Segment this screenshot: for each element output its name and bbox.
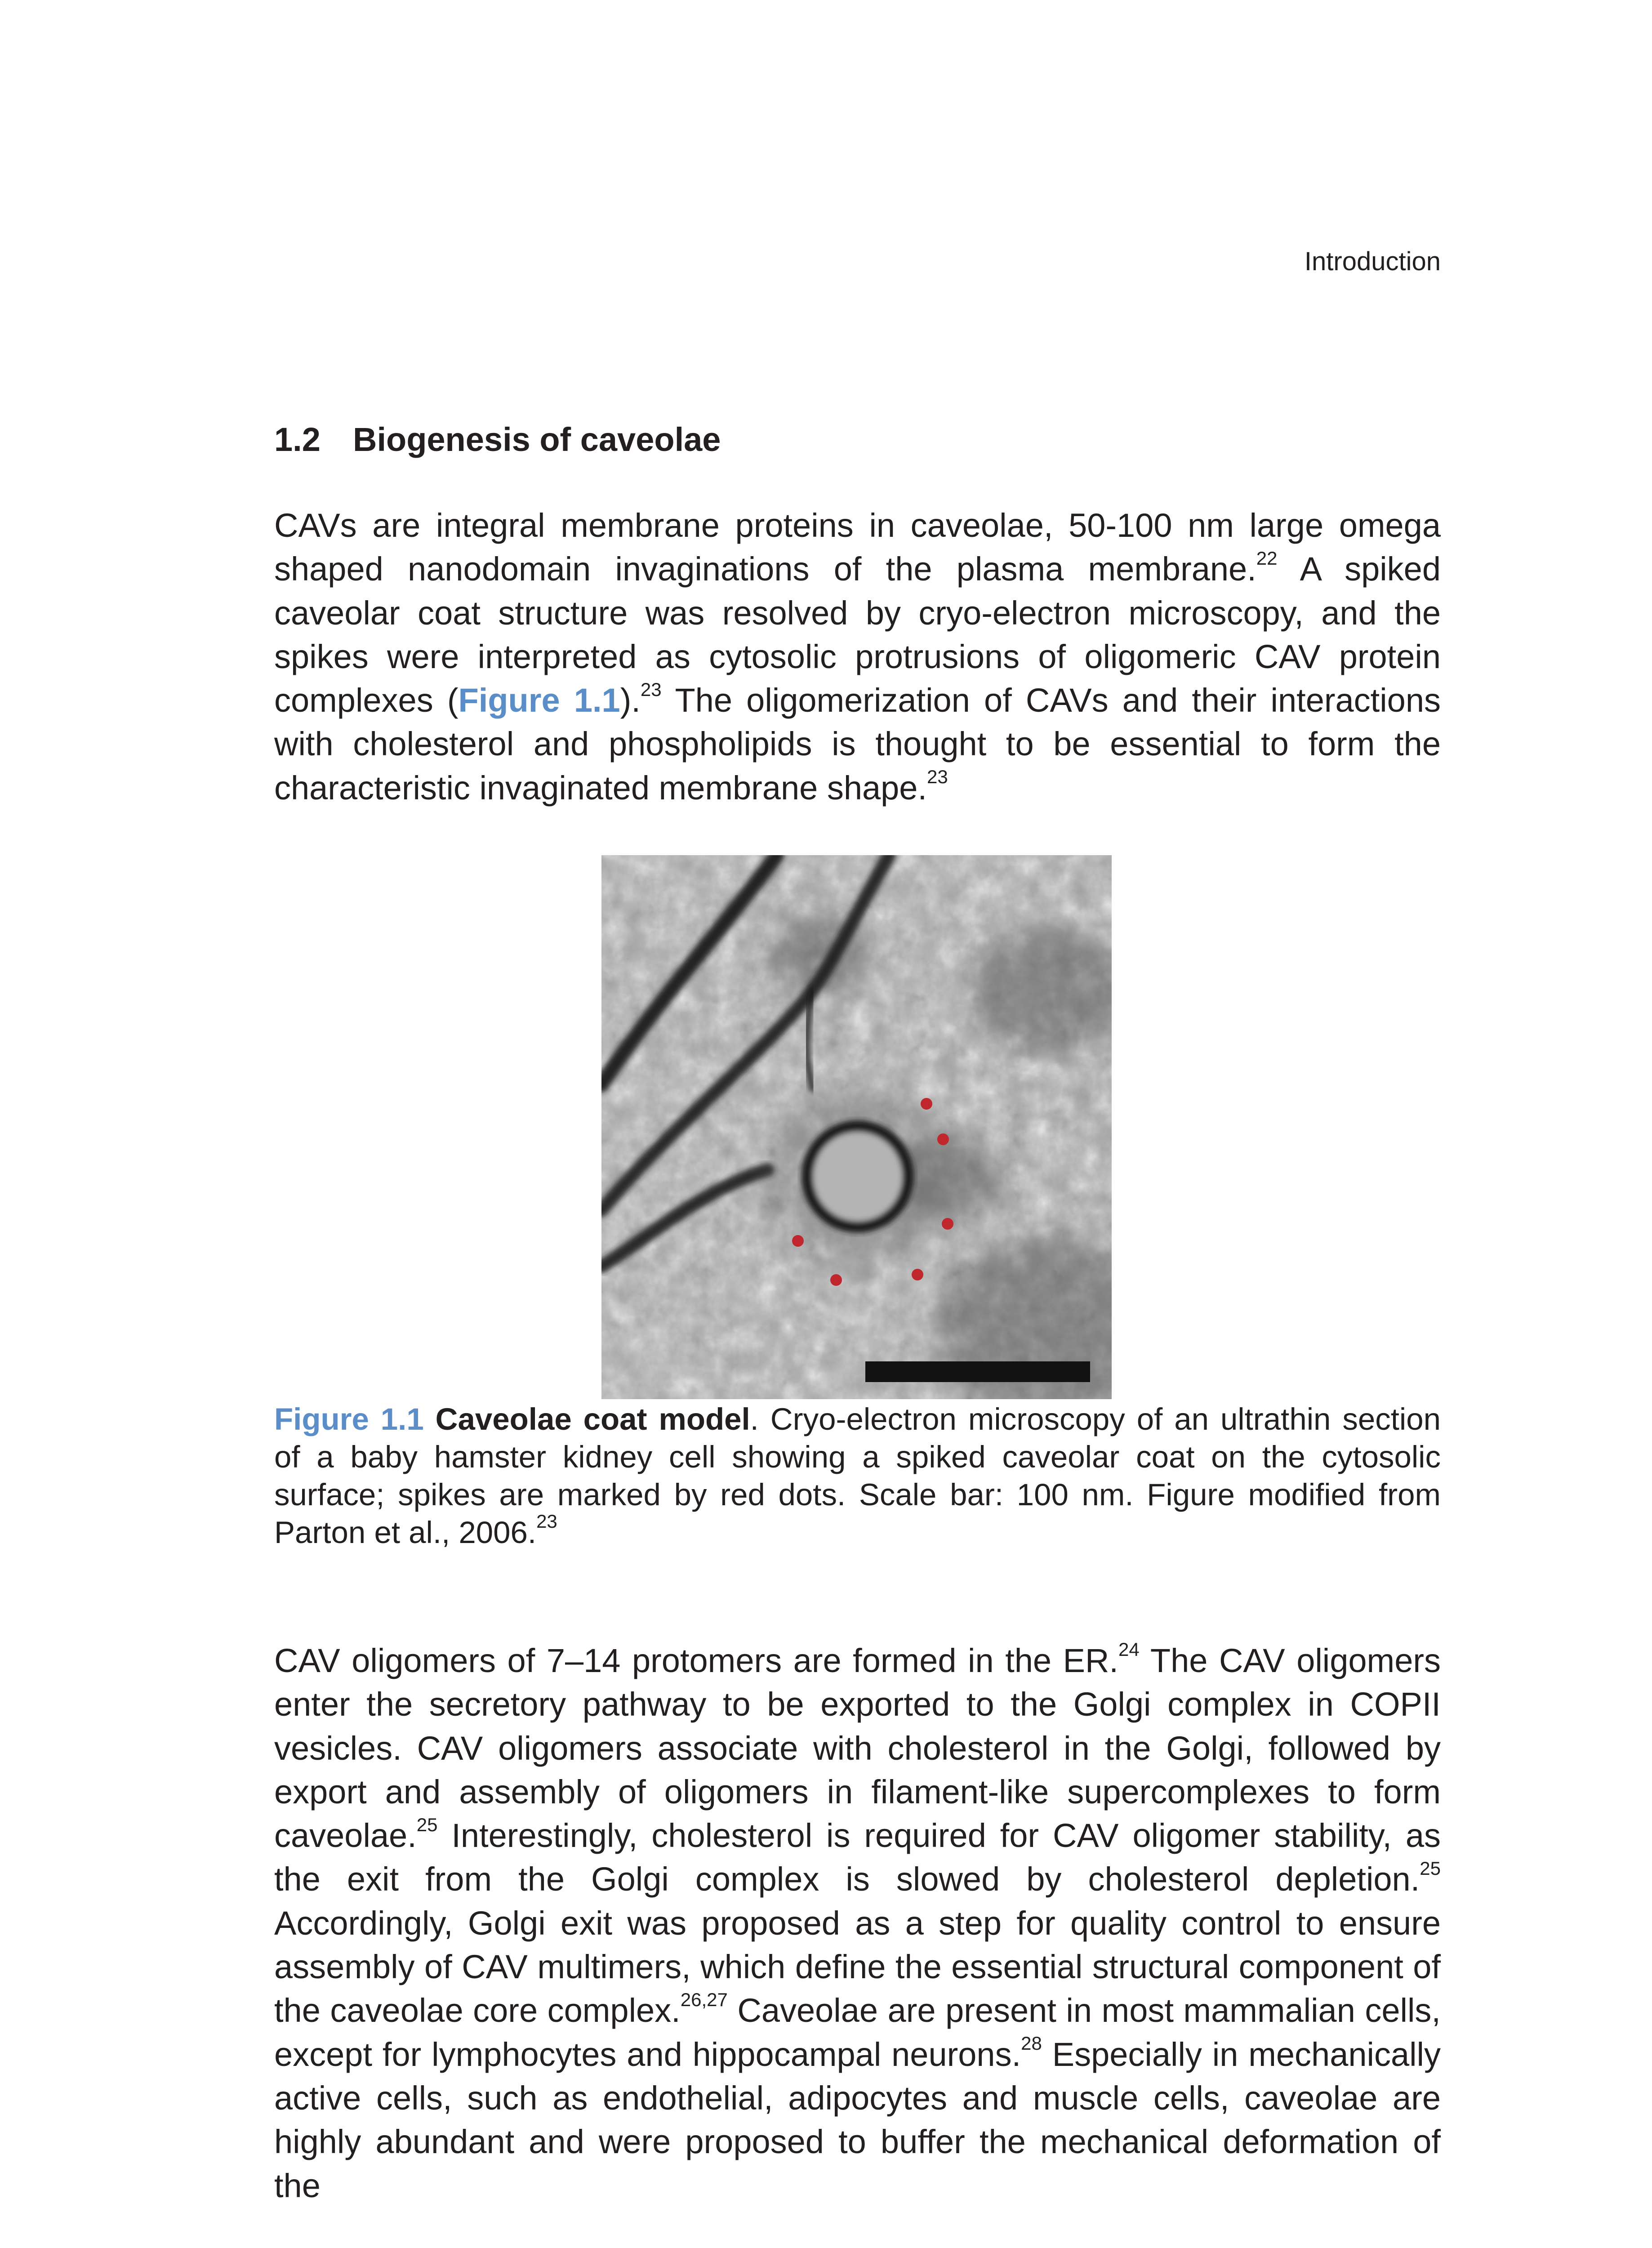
paragraph-text: ). [620,682,641,719]
figure-title: Caveolae coat model [435,1402,750,1436]
citation: 25 [416,1814,438,1835]
spike-marker [912,1269,923,1280]
paragraph-body [274,1639,1441,2208]
figure-micrograph [601,855,1112,1399]
paragraph-text: Interestingly, cholesterol is required for CAV oligomer stability, as the exit from the Golgi complex is slowed by cholesterol depletion. [274,1817,1441,1898]
citation: 25 [1420,1857,1441,1879]
paragraph-text: A spiked caveolar coat structure was resolved by cryo-electron microscopy, and the spikes were interpreted as cytosolic protrusions of oligomeric CAV protein complexes ( [274,550,1441,719]
citation: 23 [536,1511,557,1532]
scale-bar [865,1361,1090,1382]
section-title-text: Biogenesis of caveolae [353,421,721,458]
citation: 24 [1118,1639,1140,1660]
spike-marker [830,1274,842,1286]
paragraph-text: The oligomerization of CAVs and their interactions with cholesterol and phospholipids is thought to be essential to form the characteristic invaginated membrane shape. [274,682,1441,807]
paragraph-text: Accordingly, Golgi exit was proposed as a step for quality control to ensure assembly of CAV multimers, which define the essential structural component of the caveolae core complex. [274,1904,1441,2029]
spike-marker [921,1098,932,1110]
paragraph-text: Caveolae are present in most mammalian cells, except for lymphocytes and hippocampal neurons. [274,1992,1441,2073]
citation: 23 [640,678,662,700]
section-number: 1.2 [274,421,321,458]
figure-reference-link[interactable]: Figure 1.1 [458,682,620,719]
figure-label: Figure 1.1 [274,1402,424,1436]
citation: 23 [927,766,948,788]
em-image [601,855,1112,1399]
citation: 26,27 [680,1989,728,2010]
paragraph-text: Especially in mechanically active cells, such as endothelial, adipocytes and muscle cells, caveolae are highly abundant and were proposed to buffer the mechanical deformation of the [274,2035,1441,2204]
paragraph-text: CAV oligomers of 7–14 protomers are formed in the ER. [274,1642,1118,1679]
paragraph-text: CAVs are integral membrane proteins in caveolae, 50-100 nm large omega shaped nanodomain invaginations of the plasma membrane. [274,507,1441,588]
citation: 22 [1256,547,1278,569]
figure-caption [274,1401,1441,1552]
caption-text: . Cryo-electron microscopy of an ultrathin section of a baby hamster kidney cell showing a spiked caveolar coat on the cytosolic surface; spikes are marked by red dots. Scale bar: 100 nm. Figure modified from Parton et al., 2006. [274,1402,1441,1550]
spike-marker [942,1218,953,1230]
citation: 28 [1021,2033,1042,2054]
section-heading [274,420,721,459]
running-head: Introduction [1304,247,1441,276]
spike-marker [792,1235,804,1247]
paragraph-text: The CAV oligomers enter the secretory pathway to be exported to the Golgi complex in COPII vesicles. CAV oligomers associate with cholesterol in the Golgi, followed by export and assembly of oligomers in filament-like supercomplexes to form caveolae. [274,1642,1441,1855]
paragraph-intro [274,504,1441,810]
spike-marker [937,1133,949,1145]
